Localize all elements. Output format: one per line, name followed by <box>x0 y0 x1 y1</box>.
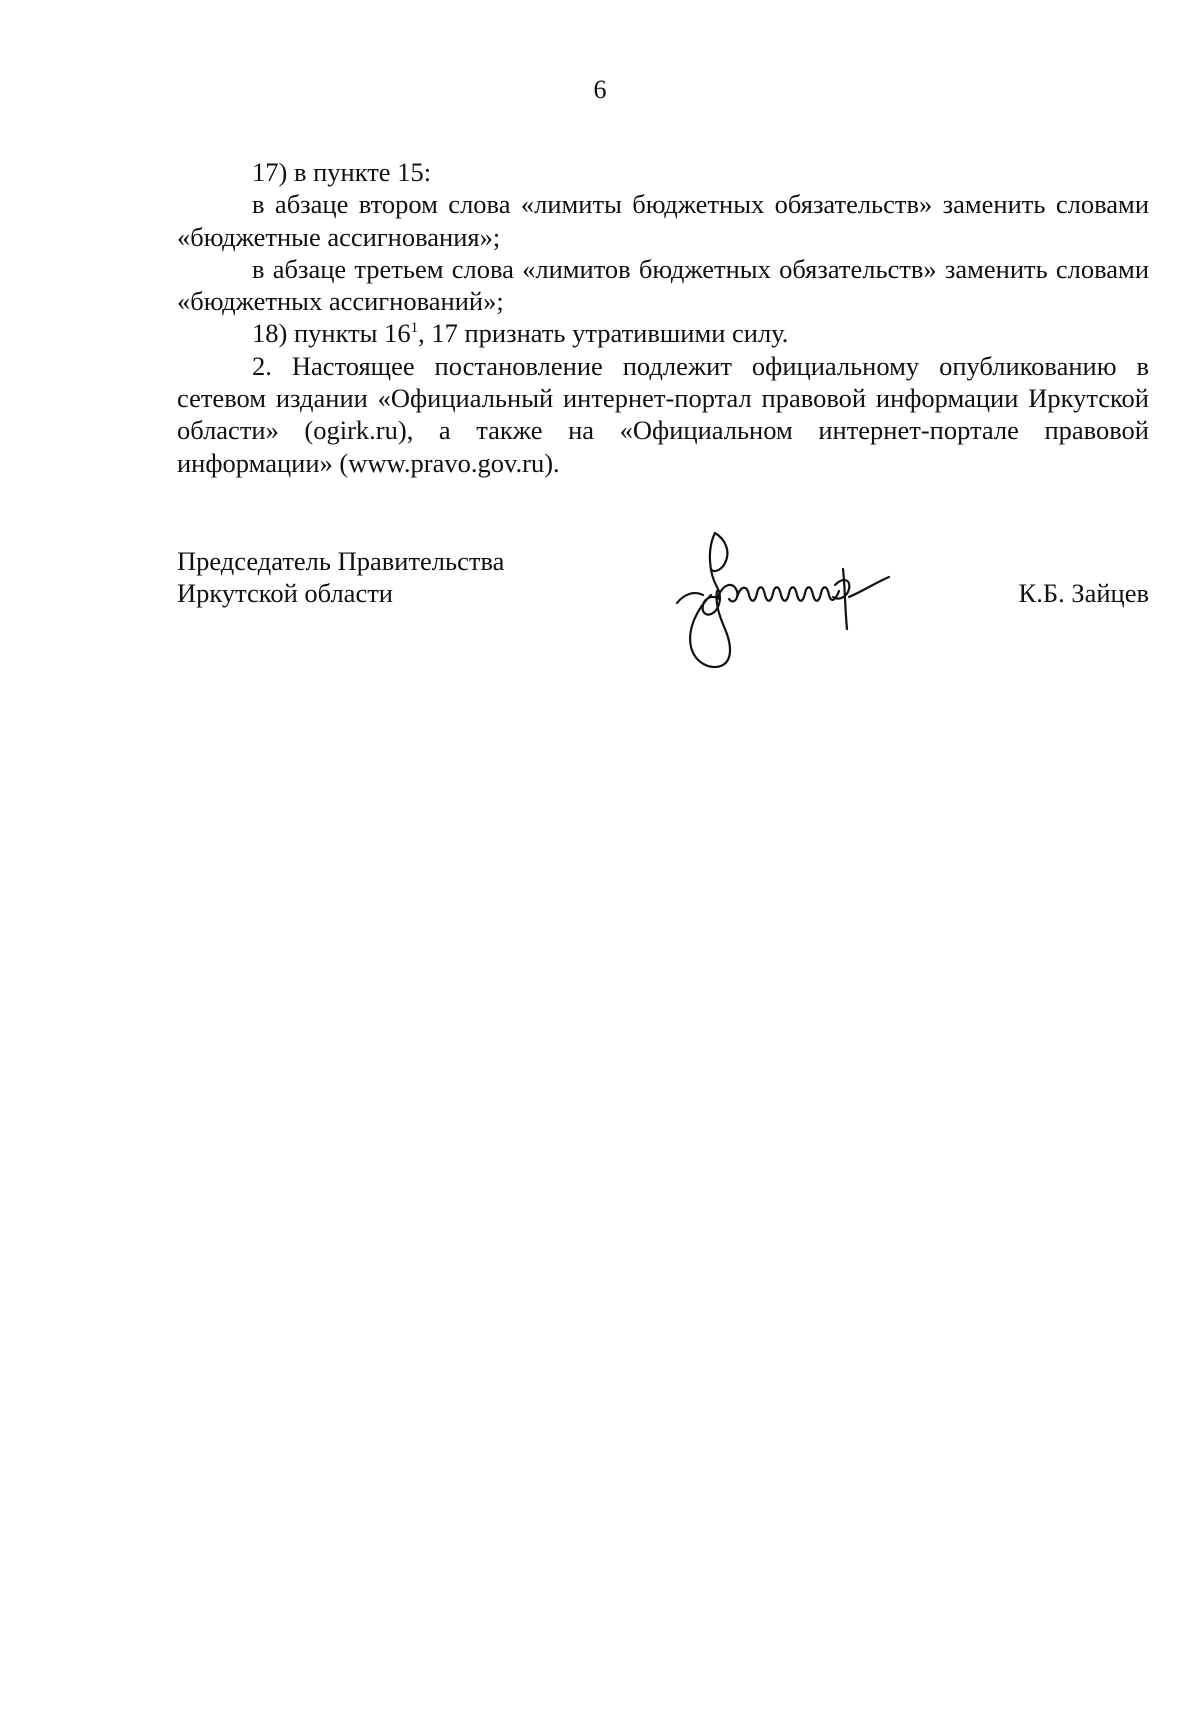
document-body <box>177 156 1149 479</box>
page-number: 6 <box>593 75 607 104</box>
signer-position-line-1: Председатель Правительства <box>177 546 505 576</box>
item-18-end: , 17 признать утратившими силу. <box>418 318 789 349</box>
signature-block <box>177 545 1149 675</box>
item-18-superscript: 1 <box>410 320 419 337</box>
item-18-start: 18) пункты 16 <box>252 318 411 349</box>
signer-position-line-2: Иркутской области <box>177 578 393 609</box>
item-17-paragraph-second: в абзаце втором слова «лимиты бюджетных обязательств» заменить словами «бюджетные ассигнования»; <box>177 189 1149 252</box>
signer-position <box>177 545 504 610</box>
point-2-publication: 2. Настоящее постановление подлежит официальному опубликованию в сетевом издании «Официальный интернет-портал правовой информации Иркутской области» (ogirk.ru), а также на «Официальном интернет-портале правовой информации» (www.pravo.gov.ru). <box>177 350 1149 478</box>
item-18 <box>177 317 1149 349</box>
signer-name: К.Б. Зайцев <box>1018 578 1149 608</box>
item-17-intro: 17) в пункте 15: <box>252 157 432 187</box>
handwritten-signature <box>667 525 957 675</box>
item-17-paragraph-third: в абзаце третьем слова «лимитов бюджетных обязательств» заменить словами «бюджетных ассигнований»; <box>177 253 1149 317</box>
